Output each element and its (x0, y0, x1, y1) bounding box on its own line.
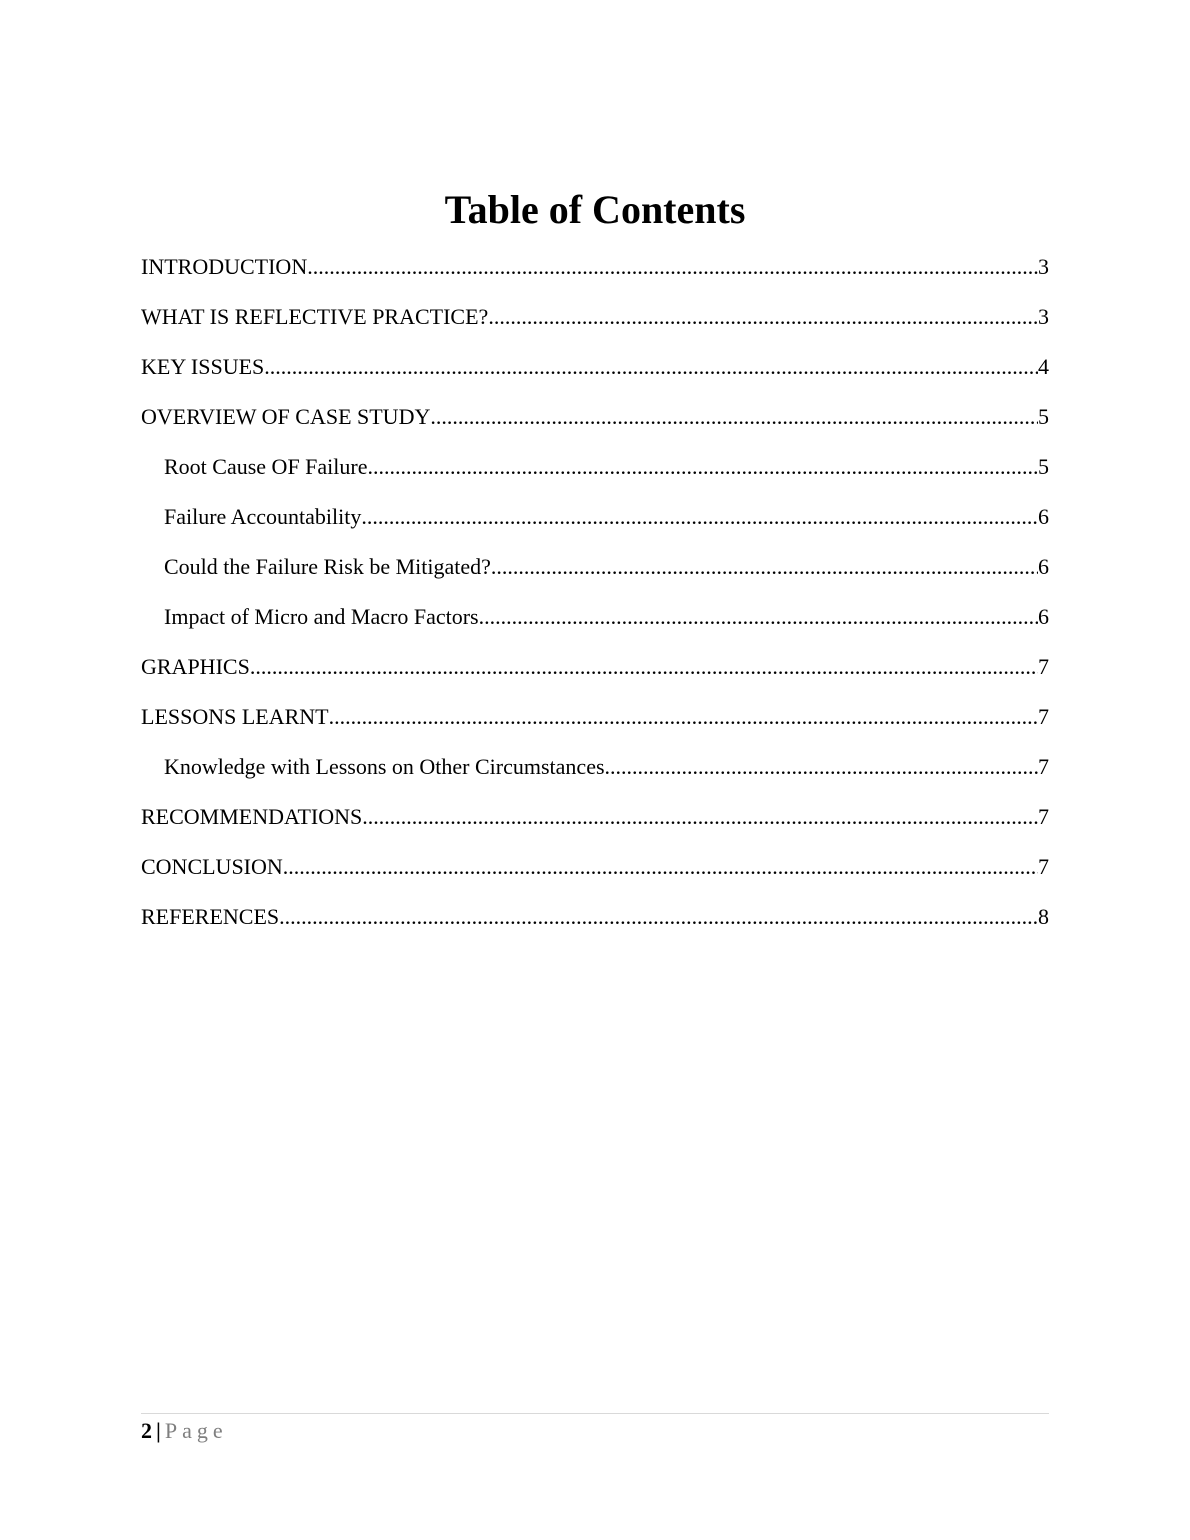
footer-page-word: Page (164, 1418, 228, 1443)
toc-entry-label: Impact of Micro and Macro Factors (164, 604, 479, 629)
toc-entry-label: RECOMMENDATIONS (141, 804, 363, 829)
toc-entry-page: 7 (1038, 654, 1049, 679)
footer-page-number: 2 (141, 1418, 152, 1443)
toc-dot-leader (488, 302, 1038, 332)
toc-entry-micro-macro-factors[interactable] (141, 602, 1049, 652)
toc-entry-conclusion[interactable] (141, 852, 1049, 902)
footer-separator: | (156, 1418, 161, 1443)
toc-dot-leader (279, 902, 1038, 932)
toc-entry-root-cause[interactable] (141, 452, 1049, 502)
toc-dot-leader (283, 852, 1038, 882)
toc-entry-introduction[interactable] (141, 252, 1049, 302)
footer-divider (141, 1413, 1049, 1414)
toc-entry-page: 6 (1038, 554, 1049, 579)
page-footer (141, 1417, 228, 1445)
toc-entry-label: KEY ISSUES (141, 354, 265, 379)
toc-entry-label: Knowledge with Lessons on Other Circumstances (164, 754, 605, 779)
toc-dot-leader (368, 452, 1039, 482)
toc-entry-page: 6 (1038, 504, 1049, 529)
toc-entry-lessons-learnt[interactable] (141, 702, 1049, 752)
toc-title: Table of Contents (444, 187, 746, 232)
toc-dot-leader (264, 352, 1038, 382)
toc-list (141, 252, 1049, 952)
toc-entry-reflective-practice[interactable] (141, 302, 1049, 352)
toc-dot-leader (479, 602, 1038, 632)
toc-entry-label: OVERVIEW OF CASE STUDY (141, 404, 431, 429)
toc-entry-page: 5 (1038, 454, 1049, 479)
toc-entry-label: CONCLUSION (141, 854, 283, 879)
toc-dot-leader (362, 802, 1038, 832)
toc-entry-key-issues[interactable] (141, 352, 1049, 402)
toc-entry-page: 4 (1038, 354, 1049, 379)
toc-entry-failure-risk-mitigated[interactable] (141, 552, 1049, 602)
toc-entry-label: WHAT IS REFLECTIVE PRACTICE? (141, 304, 489, 329)
toc-entry-label: GRAPHICS (141, 654, 250, 679)
toc-dot-leader (491, 552, 1038, 582)
toc-entry-references[interactable] (141, 902, 1049, 952)
toc-entry-page: 8 (1038, 904, 1049, 929)
toc-entry-page: 3 (1038, 304, 1049, 329)
toc-entry-page: 5 (1038, 404, 1049, 429)
toc-entry-page: 7 (1038, 704, 1049, 729)
toc-entry-label: Root Cause OF Failure (164, 454, 368, 479)
toc-dot-leader (361, 502, 1038, 532)
toc-entry-label: INTRODUCTION (141, 254, 308, 279)
toc-entry-label: Failure Accountability (164, 504, 362, 529)
toc-entry-knowledge-lessons[interactable] (141, 752, 1049, 802)
toc-entry-failure-accountability[interactable] (141, 502, 1049, 552)
toc-entry-page: 7 (1038, 854, 1049, 879)
toc-entry-label: LESSONS LEARNT (141, 704, 329, 729)
toc-dot-leader (605, 752, 1038, 782)
toc-dot-leader (329, 702, 1038, 732)
toc-entry-recommendations[interactable] (141, 802, 1049, 852)
toc-entry-page: 3 (1038, 254, 1049, 279)
toc-entry-overview-case-study[interactable] (141, 402, 1049, 452)
toc-dot-leader (307, 252, 1038, 282)
toc-entry-page: 6 (1038, 604, 1049, 629)
toc-entry-graphics[interactable] (141, 652, 1049, 702)
toc-entry-page: 7 (1038, 754, 1049, 779)
toc-dot-leader (250, 652, 1038, 682)
toc-entry-label: REFERENCES (141, 904, 280, 929)
toc-entry-page: 7 (1038, 804, 1049, 829)
toc-dot-leader (430, 402, 1038, 432)
toc-entry-label: Could the Failure Risk be Mitigated? (164, 554, 491, 579)
